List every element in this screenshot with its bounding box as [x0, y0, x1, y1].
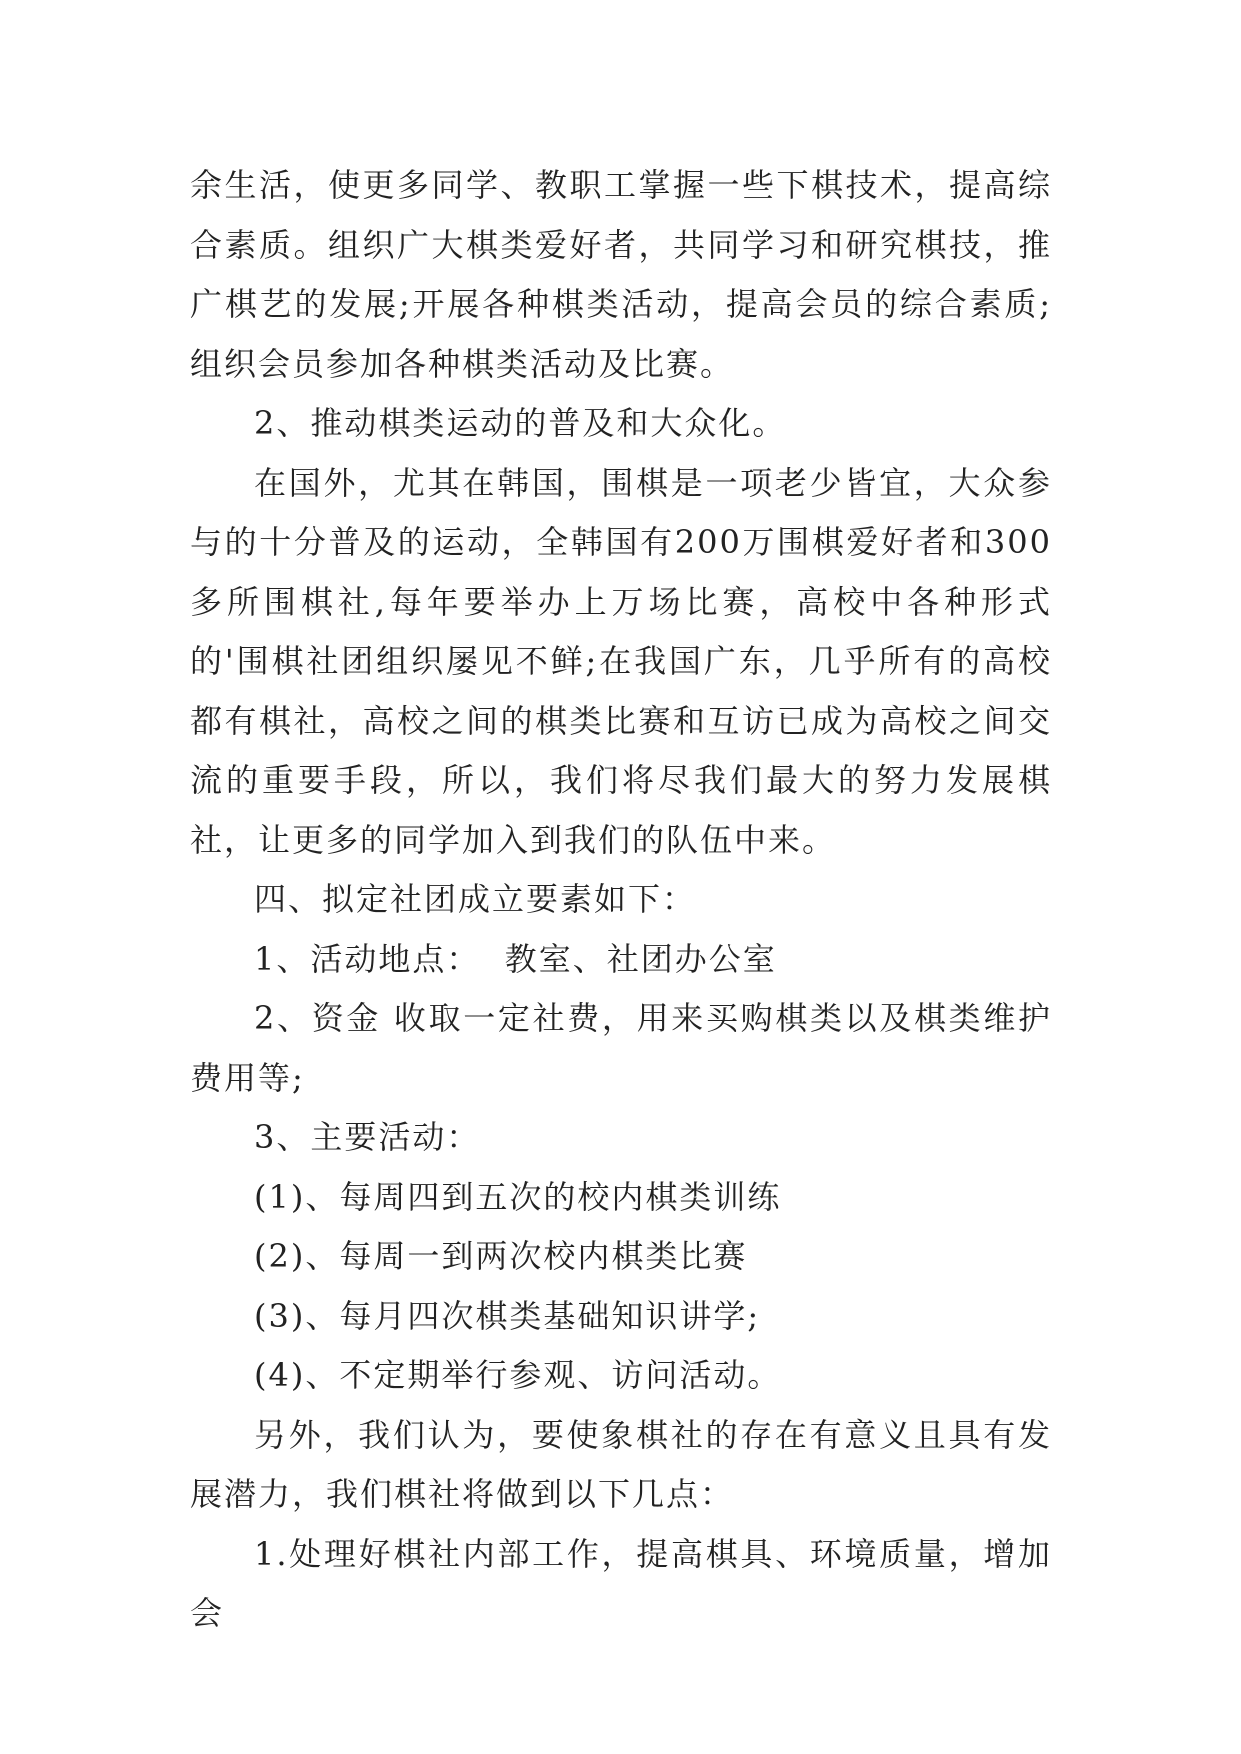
paragraph-5: 1、活动地点： 教室、社团办公室: [254, 939, 777, 978]
paragraph-8: (1)、每周四到五次的校内棋类训练: [254, 1177, 782, 1216]
paragraph-2: 2、推动棋类运动的普及和大众化。: [254, 404, 787, 442]
paragraph-1: 余生活，使更多同学、教职工掌握一些下棋技术，提高综合素质。组织广大棋类爱好者，共同学习和研究棋技，推广棋艺的发展;开展各种棋类活动，提高会员的综合素质;组织会员参加各种棋类活动及比赛。: [190, 166, 1052, 383]
paragraph-12: 另外，我们认为，要使象棋社的存在有意义且具有发展潜力，我们棋社将做到以下几点：: [190, 1415, 1052, 1513]
document-body: [190, 156, 1052, 1644]
paragraph-4: 四、拟定社团成立要素如下：: [254, 880, 697, 918]
paragraph-11: (4)、不定期举行参观、访问活动。: [254, 1356, 782, 1394]
paragraph-6: 2、资金 收取一定社费，用来买购棋类以及棋类维护费用等;: [190, 999, 1052, 1097]
paragraph-9: (2)、每周一到两次校内棋类比赛: [254, 1237, 748, 1275]
paragraph-7: 3、主要活动：: [254, 1118, 481, 1156]
paragraph-3: 在国外，尤其在韩国，围棋是一项老少皆宜，大众参与的十分普及的运动，全韩国有200万围棋爱好者和300多所围棋社,每年要举办上万场比赛，高校中各种形式的'围棋社团组织屡见不鲜;在我国广东，几乎所有的高校都有棋社，高校之间的棋类比赛和互访已成为高校之间交流的重要手段，所以，我们将尽我们最大的努力发展棋社，让更多的同学加入到我们的队伍中来。: [190, 463, 1052, 859]
paragraph-13: 1.处理好棋社内部工作，提高棋具、环境质量，增加会: [190, 1534, 1052, 1632]
paragraph-10: (3)、每月四次棋类基础知识讲学;: [254, 1296, 761, 1335]
